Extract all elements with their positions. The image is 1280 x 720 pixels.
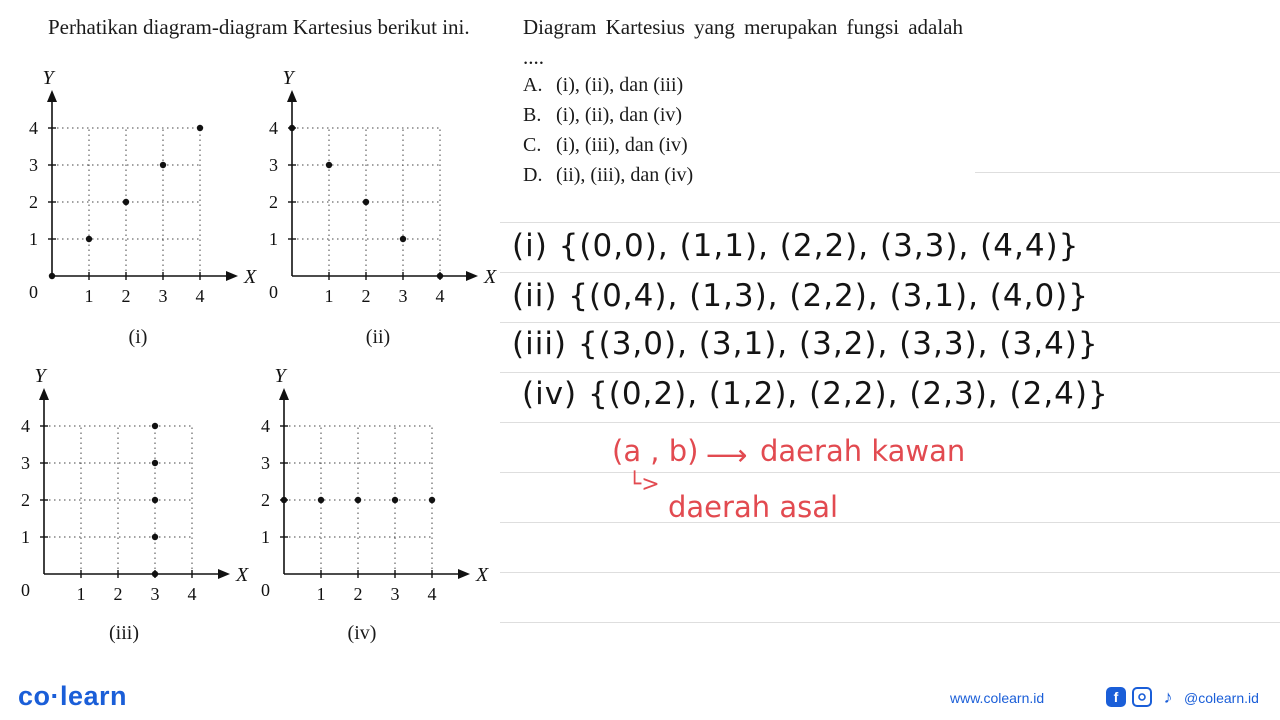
ruled-line xyxy=(975,172,1280,173)
data-point xyxy=(152,497,158,503)
ruled-line xyxy=(500,372,1280,373)
ruled-line xyxy=(500,522,1280,523)
y-tick-label: 2 xyxy=(21,490,30,510)
data-point xyxy=(392,497,398,503)
y-tick-label: 4 xyxy=(29,118,38,138)
option-b: B. (i), (ii), dan (iv) xyxy=(523,104,683,126)
handwritten-arrow-domain: └> xyxy=(628,472,660,497)
origin-label: 0 xyxy=(261,580,270,600)
y-tick-label: 3 xyxy=(261,453,270,473)
option-c: C. (i), (iii), dan (iv) xyxy=(523,134,688,156)
x-tick-label: 1 xyxy=(84,286,94,302)
handwritten-pair: (a , b) xyxy=(612,434,699,468)
y-tick-label: 3 xyxy=(269,155,278,175)
x-tick-label: 4 xyxy=(435,286,445,302)
ruled-line xyxy=(500,622,1280,623)
y-tick-label: 2 xyxy=(261,490,270,510)
y-tick-label: 1 xyxy=(21,527,30,547)
x-axis-arrow xyxy=(218,569,230,579)
x-tick-label: 3 xyxy=(150,584,160,600)
x-axis-label: X xyxy=(476,564,489,586)
data-point xyxy=(289,125,295,131)
data-point xyxy=(363,199,369,205)
y-axis-arrow xyxy=(47,90,57,102)
x-axis-label: X xyxy=(244,266,257,288)
data-point xyxy=(318,497,324,503)
ruled-line xyxy=(500,222,1280,223)
website-link[interactable]: www.colearn.id xyxy=(950,690,1045,706)
problem-intro: Perhatikan diagram-diagram Kartesius berikut ini. xyxy=(48,15,470,39)
x-tick-label: 4 xyxy=(427,584,437,600)
y-axis-arrow xyxy=(279,388,289,400)
ruled-line xyxy=(500,572,1280,573)
data-point xyxy=(197,125,203,131)
data-point xyxy=(152,534,158,540)
y-tick-label: 1 xyxy=(261,527,270,547)
data-point xyxy=(123,199,129,205)
y-tick-label: 4 xyxy=(269,118,278,138)
data-point xyxy=(152,571,158,577)
data-point xyxy=(49,273,55,279)
ruled-line xyxy=(500,272,1280,273)
cartesian-diagram-i xyxy=(18,62,268,302)
ruled-line xyxy=(500,322,1280,323)
data-point xyxy=(400,236,406,242)
y-axis-arrow xyxy=(287,90,297,102)
y-tick-label: 1 xyxy=(269,229,278,249)
origin-label: 0 xyxy=(21,580,30,600)
handwritten-set-iv: (iv) {(0,2), (1,2), (2,2), (2,3), (2,4)} xyxy=(522,376,1109,412)
caption-iii: (iii) xyxy=(109,622,139,644)
social-handle: @colearn.id xyxy=(1184,690,1259,706)
ruled-line xyxy=(500,422,1280,423)
data-point xyxy=(437,273,443,279)
y-tick-label: 3 xyxy=(29,155,38,175)
caption-iv: (iv) xyxy=(347,622,377,644)
x-tick-label: 3 xyxy=(398,286,408,302)
colearn-logo: co·learn xyxy=(18,681,128,711)
diagram-svg xyxy=(250,360,500,600)
tiktok-icon[interactable]: ♪ xyxy=(1163,686,1173,707)
handwritten-arrow-range: ⟶ xyxy=(706,438,748,472)
data-point xyxy=(152,423,158,429)
diagram-svg xyxy=(18,62,268,302)
x-axis-label: X xyxy=(484,266,497,288)
y-tick-label: 3 xyxy=(21,453,30,473)
x-tick-label: 1 xyxy=(324,286,334,302)
option-d: D. (ii), (iii), dan (iv) xyxy=(523,164,694,186)
caption-ii: (ii) xyxy=(365,326,391,348)
cartesian-diagram-iv xyxy=(250,360,500,600)
handwritten-set-ii: (ii) {(0,4), (1,3), (2,2), (3,1), (4,0)} xyxy=(512,278,1089,314)
question-text: Diagram Kartesius yang merupakan fungsi adalah .... xyxy=(523,15,963,69)
y-axis-label: Y xyxy=(274,365,286,387)
option-a: A. (i), (ii), dan (iii) xyxy=(523,74,684,96)
facebook-icon[interactable]: f xyxy=(1106,687,1126,707)
diagram-svg xyxy=(10,360,260,600)
data-point xyxy=(326,162,332,168)
y-axis-arrow xyxy=(39,388,49,400)
handwritten-set-iii: (iii) {(3,0), (3,1), (3,2), (3,3), (3,4)} xyxy=(512,326,1099,362)
x-axis-label: X xyxy=(236,564,249,586)
diagram-svg xyxy=(258,62,508,302)
data-point xyxy=(160,162,166,168)
x-tick-label: 3 xyxy=(158,286,168,302)
y-tick-label: 4 xyxy=(261,416,270,436)
caption-i: (i) xyxy=(128,326,148,348)
cartesian-diagram-iii xyxy=(10,360,260,600)
origin-label: 0 xyxy=(29,282,38,302)
ruled-line xyxy=(500,472,1280,473)
origin-label: 0 xyxy=(269,282,278,302)
handwritten-label-range: daerah kawan xyxy=(760,434,966,468)
y-axis-label: Y xyxy=(282,67,294,89)
data-point xyxy=(86,236,92,242)
x-axis-arrow xyxy=(466,271,478,281)
handwritten-label-domain: daerah asal xyxy=(668,490,839,524)
instagram-icon[interactable] xyxy=(1132,687,1152,707)
x-axis-arrow xyxy=(458,569,470,579)
y-axis-label: Y xyxy=(42,67,54,89)
x-axis-arrow xyxy=(226,271,238,281)
y-axis-label: Y xyxy=(34,365,46,387)
x-tick-label: 3 xyxy=(390,584,400,600)
y-tick-label: 2 xyxy=(29,192,38,212)
x-tick-label: 4 xyxy=(195,286,205,302)
x-tick-label: 2 xyxy=(113,584,123,600)
y-tick-label: 2 xyxy=(269,192,278,212)
x-tick-label: 4 xyxy=(187,584,197,600)
x-tick-label: 1 xyxy=(76,584,86,600)
cartesian-diagram-ii xyxy=(258,62,508,302)
data-point xyxy=(281,497,287,503)
y-tick-label: 4 xyxy=(21,416,30,436)
x-tick-label: 2 xyxy=(121,286,131,302)
x-tick-label: 2 xyxy=(353,584,363,600)
x-tick-label: 2 xyxy=(361,286,371,302)
data-point xyxy=(429,497,435,503)
x-tick-label: 1 xyxy=(316,584,326,600)
y-tick-label: 1 xyxy=(29,229,38,249)
handwritten-set-i: (i) {(0,0), (1,1), (2,2), (3,3), (4,4)} xyxy=(512,228,1080,264)
answer-options xyxy=(523,70,693,190)
data-point xyxy=(152,460,158,466)
data-point xyxy=(355,497,361,503)
